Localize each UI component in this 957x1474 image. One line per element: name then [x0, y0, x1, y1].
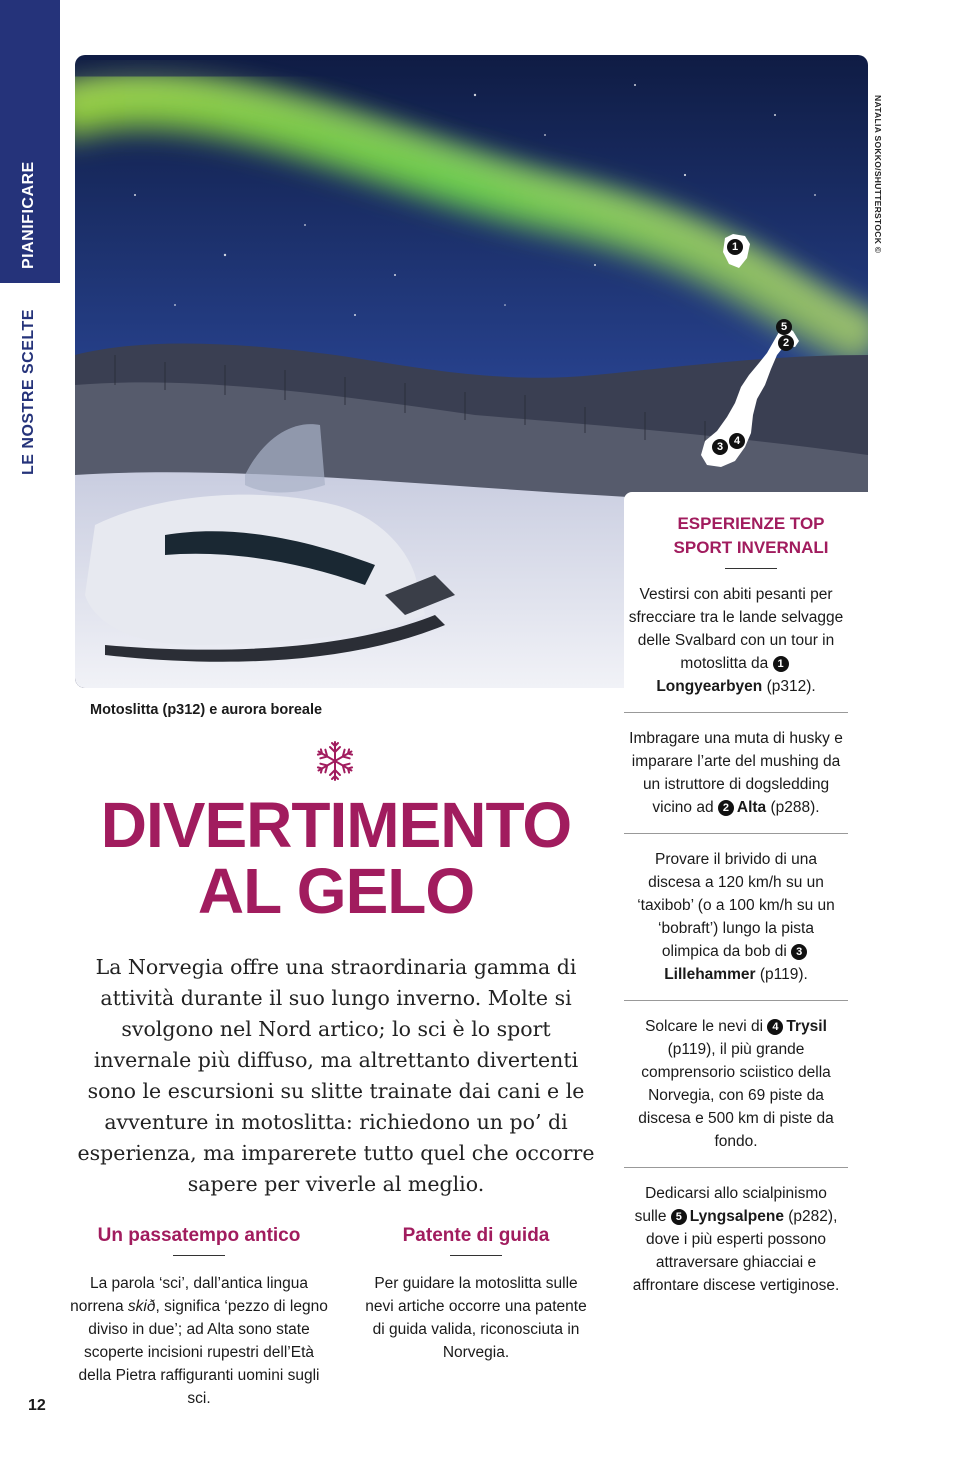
place-name: Lillehammer [664, 966, 756, 983]
experience-item [624, 834, 848, 1001]
item-text: Solcare le nevi di [645, 1018, 768, 1035]
text-part: La parola ‘sci’, dall’antica lingua norrena [70, 1275, 308, 1315]
intro-paragraph: La Norvegia offre una straordinaria gamma di attività durante il suo lungo inverno. Molte si svolgono nel Nord artico; lo sci è lo sport invernale più diffuso, ma altrettanto divertenti sono le escursioni su slitte trainate dai cani e le avventure in motoslitta: richiedono un po’ di esperienza, ma imparerete tutto quel che occorre sapere per viverle al meglio. [77, 955, 595, 1196]
box-patente-text: Per guidare la motoslitta sulle nevi artiche occorre una patente di guida valida, riconosciuta in Norvegia. [365, 1275, 587, 1361]
page-title-line-1: DIVERTIMENTO [100, 789, 572, 861]
number-badge: 1 [773, 656, 789, 672]
place-name: Alta [736, 799, 767, 816]
section-tab [0, 0, 60, 283]
divider [173, 1255, 225, 1256]
item-text: Imbragare una muta di husky e imparare l’arte del mushing da un istruttore di dogsledding vicino ad [629, 730, 843, 816]
top-experiences-panel [624, 492, 878, 1392]
experience-item [624, 569, 848, 713]
number-badge: 2 [718, 800, 734, 816]
section-tab-label: PIANIFICARE [20, 161, 37, 269]
experience-item [624, 1168, 848, 1311]
place-name: Trysil [786, 1018, 827, 1035]
photo-caption: Motoslitta (p312) e aurora boreale [90, 702, 323, 718]
snowflake-icon [312, 738, 358, 784]
item-text: (p288). [766, 799, 820, 816]
page-number: 12 [28, 1397, 46, 1414]
box-passatempo-text [70, 1272, 328, 1410]
panel-heading-line-1: ESPERIENZE TOP [677, 514, 825, 533]
subsection-tab [0, 283, 60, 483]
item-text: (p119), il più grande comprensorio sciistico della Norvegia, con 69 piste da discesa e 500 km di piste da fondo. [638, 1041, 834, 1150]
place-name: Longyearbyen [656, 678, 763, 695]
panel-heading [624, 492, 878, 569]
item-text: (p312). [762, 678, 816, 695]
page-title-line-2: AL GELO [197, 855, 475, 927]
experience-item [624, 1001, 848, 1168]
box-passatempo-heading: Un passatempo antico [97, 1225, 301, 1246]
panel-heading-line-2: SPORT INVERNALI [673, 538, 829, 557]
photo-credit: NATALIA SOKKO/SHUTTERSTOCK © [873, 95, 883, 254]
italic-term: skið [127, 1298, 156, 1315]
item-text: Dedicarsi allo scialpinismo sulle [634, 1185, 827, 1225]
item-text: Provare il brivido di una discesa a 120 km/h su un ‘taxibob’ (o a 100 km/h su un ‘bobraft’) lungo la pista olimpica da bob di [637, 851, 835, 960]
map-marker-2: 2 [778, 335, 794, 351]
divider [450, 1255, 502, 1256]
map-marker-1: 1 [727, 239, 743, 255]
number-badge: 3 [791, 944, 807, 960]
map-marker-4: 4 [729, 433, 745, 449]
page-title [60, 789, 612, 927]
item-text: (p119). [755, 966, 808, 983]
item-text: Vestirsi con abiti pesanti per sfrecciare tra le lande selvagge delle Svalbard con un tour in motoslitta da [628, 586, 844, 672]
box-passatempo [70, 1225, 328, 1410]
experience-item [624, 713, 848, 834]
item-text: (p282), dove i più esperti possono attraversare ghiacciai e affrontare discese vertiginose. [632, 1208, 840, 1294]
box-patente-heading: Patente di guida [402, 1225, 550, 1246]
box-patente [360, 1225, 592, 1364]
map-marker-5: 5 [776, 319, 792, 335]
number-badge: 5 [671, 1209, 687, 1225]
place-name: Lyngsalpene [689, 1208, 784, 1225]
text-part: , significa ‘pezzo di legno diviso in due’; ad Alta sono state scoperte incisioni rupestri dell’Età della Pietra raffiguranti uomini sugli sci. [78, 1298, 328, 1407]
number-badge: 4 [767, 1019, 783, 1035]
subsection-tab-label: LE NOSTRE SCELTE [20, 309, 37, 475]
map-marker-3: 3 [712, 439, 728, 455]
experience-list [624, 569, 848, 1311]
